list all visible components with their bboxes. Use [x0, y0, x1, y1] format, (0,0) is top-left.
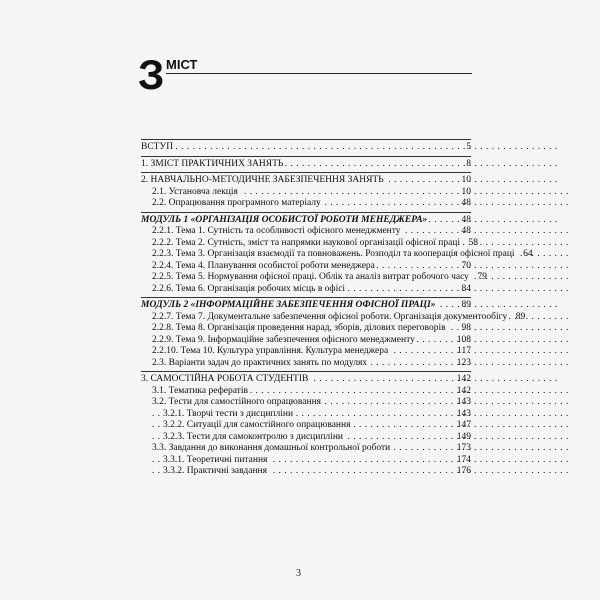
- toc-entry-page: 142: [456, 385, 471, 396]
- toc-entry-page: 98: [461, 323, 471, 333]
- toc-entry-page: 142: [456, 374, 471, 384]
- toc-entry: [141, 432, 471, 444]
- toc-entry: [141, 237, 479, 250]
- toc-entry: [141, 443, 471, 455]
- toc-entry: [141, 272, 487, 284]
- toc-entry-page: 143: [456, 397, 471, 407]
- toc-entry: [141, 187, 471, 199]
- toc-entry: [141, 455, 471, 467]
- toc-entry-page: 117: [457, 346, 471, 356]
- heading-rule: [166, 73, 472, 74]
- toc-entry-title: 3. САМОСТІЙНА РОБОТА СТУДЕНТІВ: [141, 374, 309, 384]
- toc-entry-title: 3.2.2. Ситуації для самостійного опрацювання: [163, 420, 351, 430]
- toc-entry-page: 48: [461, 214, 471, 225]
- toc-separator: [141, 212, 471, 213]
- toc-entry-page: 176: [456, 466, 471, 476]
- toc-separator: [141, 156, 471, 157]
- toc-entry: [141, 420, 471, 432]
- toc-entry-title: 2.2.6. Тема 6. Організація робочих місць в офісі: [152, 283, 346, 294]
- toc-entry-title: 3.2.3. Тести для самоконтролю з дисципліни: [163, 431, 343, 442]
- toc-entry-title: МОДУЛЬ 1 «ОРГАНІЗАЦІЯ ОСОБИСТОЇ РОБОТИ МЕНЕДЖЕРА»: [141, 214, 428, 225]
- toc-separator: [141, 139, 471, 140]
- toc-entry: [141, 397, 471, 409]
- toc-entry-title: МОДУЛЬ 2 «ІНФОРМАЦІЙНЕ ЗАБЕЗПЕЧЕННЯ ОФІСНОЇ ПРАЦІ»: [141, 300, 436, 310]
- toc-entry-page: 89: [515, 311, 526, 322]
- toc-entry-title: 2. НАВЧАЛЬНО-МЕТОДИЧНЕ ЗАБЕЗПЕЧЕННЯ ЗАНЯТЬ: [141, 175, 384, 185]
- toc-entry-page: 89: [461, 300, 471, 310]
- toc-entry: [141, 311, 526, 324]
- heading-title: МІСТ: [166, 57, 198, 72]
- toc-entry-page: 147: [456, 420, 471, 430]
- toc-entry: [141, 249, 533, 261]
- toc-entry-title: 3.3.1. Теоретичні питання: [163, 454, 268, 465]
- toc-entry: [141, 261, 471, 273]
- toc-entry-page: 123: [456, 357, 471, 368]
- toc-entry-page: 8: [466, 158, 471, 169]
- toc-separator: [141, 172, 471, 173]
- toc-entry: [141, 226, 471, 238]
- toc-entry: [141, 284, 471, 296]
- toc-entry-title: 2.2.3. Тема 3. Організація взаємодії та повноважень. Розподіл та кооперація офісної праці: [152, 249, 515, 259]
- heading-initial-letter: З: [138, 51, 165, 98]
- toc-entry-page: 48: [461, 198, 471, 208]
- toc-entry: [141, 346, 471, 358]
- table-of-contents: [141, 137, 533, 478]
- toc-entry-title: 3.3.2. Практичні завдання: [163, 466, 267, 476]
- toc-entry-title: 2.2.8. Тема 8. Організація проведення нарад, зборів, ділових переговорів: [152, 323, 446, 333]
- toc-entry: [141, 175, 471, 187]
- toc-entry: [141, 323, 471, 335]
- toc-separator: [141, 297, 471, 298]
- toc-entry: [141, 466, 471, 478]
- toc-entry: [141, 409, 471, 421]
- toc-entry-page: 84: [461, 283, 471, 294]
- toc-entry-title: ВСТУП: [141, 142, 174, 152]
- toc-entry: [141, 358, 471, 370]
- toc-entry: [141, 198, 471, 210]
- toc-entry-title: 3.2. Тести для самостійного опрацювання: [152, 397, 322, 407]
- toc-entry-page: 64: [523, 249, 533, 259]
- toc-entry: [141, 374, 471, 386]
- toc-entry-title: 2.3. Варіанти задач до практичних занять по модулях: [152, 357, 368, 368]
- toc-entry-page: 10: [461, 186, 471, 197]
- toc-entry-page: 70: [461, 260, 471, 271]
- toc-entry-title: 2.2.4. Тема 4. Планування особистої роботи менеджера: [152, 260, 375, 271]
- toc-entry-page: 48: [461, 226, 471, 236]
- toc-entry-title: 2.2. Опрацювання програмного матеріалу: [152, 198, 321, 208]
- toc-entry-page: 149: [456, 431, 471, 442]
- toc-entry-title: 3.1. Тематика рефератів: [152, 385, 248, 396]
- toc-entry-page: 79: [477, 272, 487, 282]
- toc-entry-page: 5: [466, 142, 471, 152]
- toc-module-entry: [141, 300, 471, 312]
- toc-separator: [141, 371, 471, 372]
- toc-entry-page: 143: [456, 408, 471, 419]
- toc-entry: [141, 142, 471, 154]
- toc-entry-title: 2.2.9. Тема 9. Інформаційне забезпечення офісного менеджменту: [152, 334, 415, 345]
- toc-entry-page: 173: [456, 443, 471, 453]
- toc-entry-title: 2.2.10. Тема 10. Культура управління. Культура менеджера: [152, 346, 389, 356]
- toc-entry-title: 2.1. Установча лекція: [152, 186, 238, 197]
- toc-entry-title: 3.3. Завдання до виконання домашньої контрольної роботи: [152, 443, 391, 453]
- toc-entry-title: 1. ЗМІСТ ПРАКТИЧНИХ ЗАНЯТЬ: [141, 158, 284, 169]
- toc-entry-title: 2.2.7. Тема 7. Документальне забезпечення офісної роботи. Організація документообігу: [152, 311, 508, 322]
- toc-entry: [141, 386, 471, 398]
- toc-entry-page: 58: [468, 237, 479, 248]
- toc-entry: [141, 335, 471, 347]
- toc-entry-page: 108: [456, 334, 471, 345]
- toc-entry-title: 2.2.5. Тема 5. Нормування офісної праці. Облік та аналіз витрат робочого часу: [152, 272, 469, 282]
- toc-entry-title: 3.2.1. Творчі тести з дисципліни: [163, 408, 294, 419]
- toc-entry-page: 174: [456, 454, 471, 465]
- toc-entry-title: 2.2.1. Тема 1. Сутність та особливості офісного менеджменту: [152, 226, 401, 236]
- toc-module-entry: [141, 215, 471, 227]
- page-number: 3: [296, 568, 301, 579]
- toc-entry-title: 2.2.2. Тема 2. Сутність, зміст та напрямки наукової організації офісної праці: [152, 237, 461, 248]
- toc-entry: [141, 159, 471, 171]
- toc-entry-page: 10: [461, 175, 471, 185]
